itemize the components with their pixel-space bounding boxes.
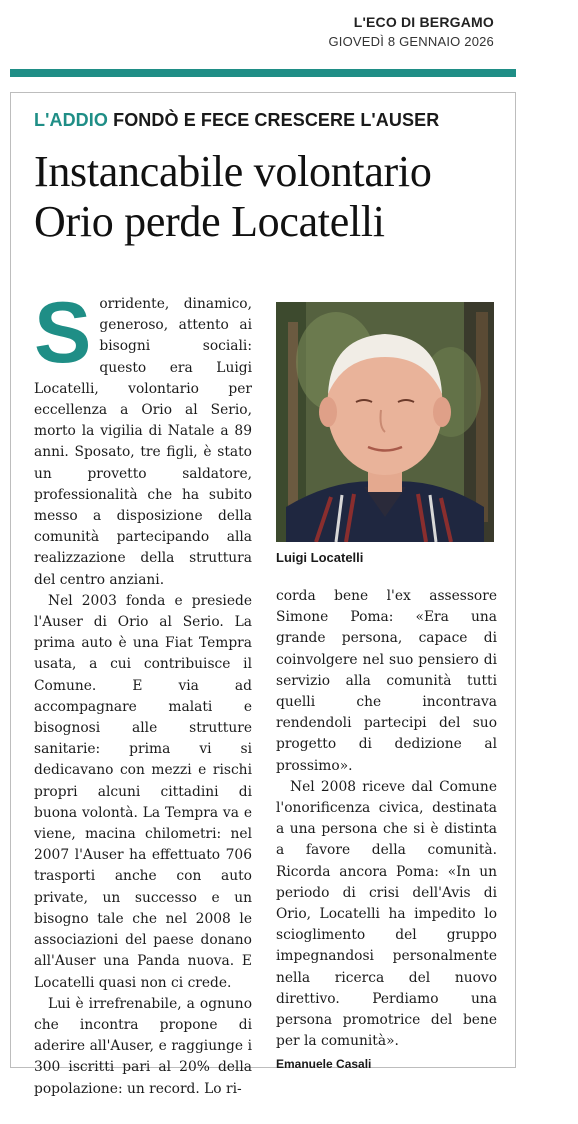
paragraph-5: Nel 2008 riceve dal Comune l'onorificenza civica, destinata a una persona che si è distinta a favore della comunità. Ricorda ancora Poma: «In un periodo di crisi dell'Avis di Orio, Locatelli ha impedito lo scioglimento del gruppo impegnandosi personalmente nella ricerca del nuovo direttivo. Perdiamo una persona promotrice del bene per la comunità». bbox=[276, 778, 497, 1050]
paragraph-4: corda bene l'ex assessore Simone Poma: «Era una grande persona, capace di coinvolgere nel suo pensiero di servizio alla comunità tutti quelli che incontrava rendendoli partecipi del suo progetto di dedizione al prossimo». bbox=[276, 588, 497, 774]
article-headline bbox=[34, 147, 432, 247]
photo-caption: Luigi Locatelli bbox=[276, 550, 364, 565]
article-column-left bbox=[34, 285, 252, 1100]
byline: Emanuele Casali bbox=[276, 1057, 372, 1072]
header-rule bbox=[10, 69, 516, 77]
masthead bbox=[328, 14, 494, 49]
portrait-photo bbox=[276, 302, 494, 542]
article-column-right bbox=[276, 586, 497, 1076]
drop-cap: S bbox=[34, 285, 92, 381]
issue-date: GIOVEDÌ 8 GENNAIO 2026 bbox=[328, 34, 494, 49]
kicker-text: FONDÒ E FECE CRESCERE L'AUSER bbox=[113, 110, 440, 130]
headline-line-1: Instancabile volontario bbox=[34, 147, 432, 196]
paragraph-2: Nel 2003 fonda e presiede l'Auser di Orio al Serio. La prima auto è una Fiat Tempra usata, a cui contribuisce il Comune. E via ad accompagnare malati e bisognosi alle strutture sanitarie: prima vi si dedicavano con mezzi e rischi propri alcuni cittadini di buona volontà. La Tempra va e viene, macina chilometri: nel 2007 l'Auser ha effettuato 706 trasporti anche con auto private, un successo e un bisogno tale che nel 2008 le associazioni del paese donano all'Auser una Panda nuova. E Locatelli quasi non ci crede. bbox=[34, 592, 252, 991]
headline-line-2: Orio perde Locatelli bbox=[34, 197, 385, 246]
newspaper-name: L'ECO DI BERGAMO bbox=[353, 14, 494, 30]
paragraph-1-text: orridente, dinamico, generoso, attento ai bisogni sociali: questo era Luigi Locatelli, volontario per eccellenza a Orio al Serio, morto la vigilia di Natale a 89 anni. Sposato, tre figli, è stato un provetto saldatore, professionalità che ha subito messo a disposizione della comunità partecipando alla realizzazione della struttura del centro anziani. bbox=[34, 296, 252, 588]
paragraph-3: Lui è irrefrenabile, a ognuno che incontra propone di aderire all'Auser, e raggiunge i 300 iscritti pari al 20% della popolazione: un record. Lo ri- bbox=[34, 995, 252, 1097]
kicker-tag: L'ADDIO bbox=[34, 110, 108, 130]
article-kicker bbox=[34, 110, 439, 131]
paragraph-1 bbox=[34, 285, 252, 591]
portrait-illustration bbox=[276, 302, 494, 542]
